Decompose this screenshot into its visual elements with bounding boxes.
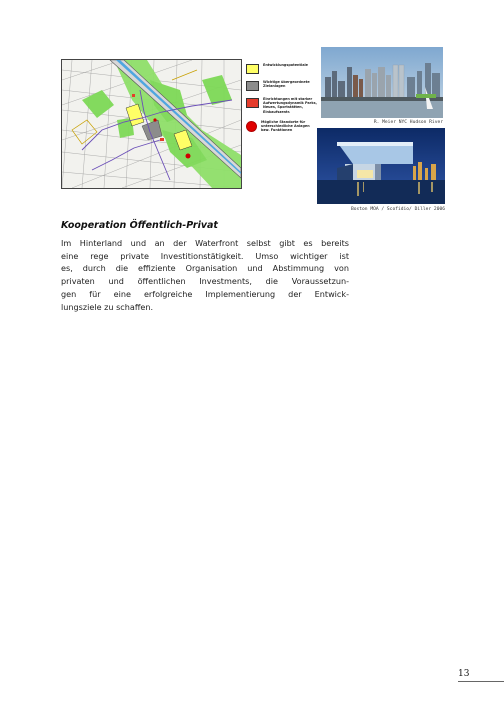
page-number: 13	[458, 669, 470, 679]
urban-plan-map	[61, 59, 242, 189]
legend-swatch-grey	[246, 81, 259, 91]
body-line: es, durch die effiziente Organisation und Abstimmung von	[61, 263, 349, 274]
body-line: Im Hinterland und an der Waterfront selbst gibt es bereits	[61, 238, 349, 248]
map-graphic	[62, 60, 241, 188]
skyline-graphic	[321, 47, 443, 118]
legend-dot-icon	[246, 121, 257, 132]
legend-item	[246, 63, 318, 74]
skyline-photo	[321, 47, 443, 118]
body-line: gen für eine erfolgreiche Implementierung der Entwick-	[61, 288, 349, 299]
legend-label: Wichtige übergeordnete Zielanlagen	[263, 80, 310, 89]
legend-item	[246, 120, 318, 133]
legend-item	[246, 97, 318, 114]
legend-label: Entwicklungspotentiale	[263, 63, 308, 67]
section-heading: Kooperation Öffentlich-Privat	[61, 220, 218, 231]
legend-label: Mögliche Standorte für unterschiedliche Anlagen bzw. Funktionen	[261, 119, 310, 133]
building-graphic	[317, 128, 445, 204]
legend-swatch-red	[246, 98, 259, 108]
legend-item	[246, 80, 318, 91]
legend-label: Einrichtungen mit starker Aufwertungsdynamik Parks, Neues, Sportstätten, Einkaufszentr.	[263, 97, 317, 114]
photo-caption: R. Meier NYC Hudson River	[373, 120, 443, 125]
building-photo	[317, 128, 445, 204]
body-paragraph	[61, 237, 349, 313]
body-line: eine rege private Investitionstätigkeit. Umso wichtiger ist	[61, 250, 349, 261]
body-line: privaten und öffentlichen Investments, die Voraussetzun-	[61, 276, 349, 287]
page-number-rule	[458, 681, 504, 682]
legend-swatch-yellow	[246, 64, 259, 74]
body-line: lungsziele zu schaffen.	[61, 301, 154, 312]
map-legend	[246, 63, 318, 138]
photo-caption: Boston MOA / Scofidio/ Diller 2006	[350, 207, 445, 212]
